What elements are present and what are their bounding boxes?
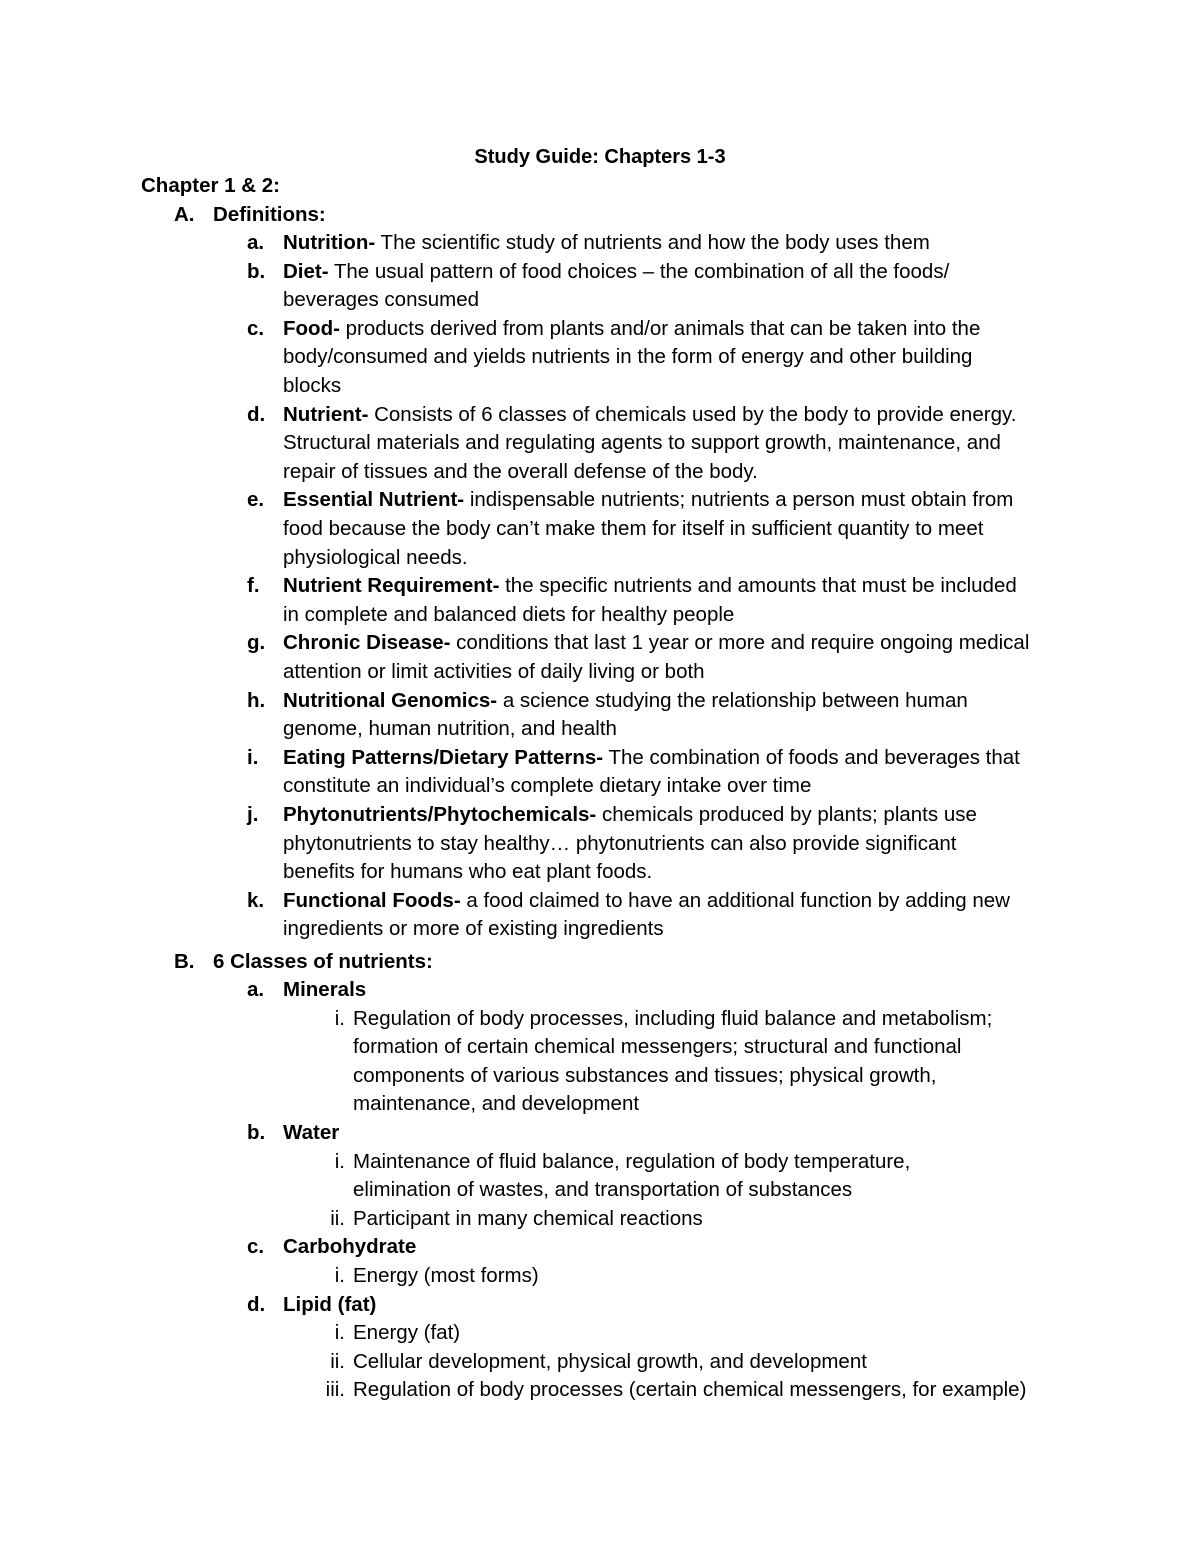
definition-continuation [283,715,617,744]
definition-term: Nutrient- [283,402,369,426]
list-marker: ii. [330,1349,345,1373]
definition-continuation [283,458,758,487]
definition-text: repair of tissues and the overall defense of the body. [283,459,758,483]
list-marker: f. [247,574,260,598]
definition-text: physiological needs. [283,545,468,569]
definition-text: genome, human nutrition, and health [283,717,617,741]
definition-item [247,229,930,258]
list-marker: a. [247,231,265,254]
nutrient-function-text: Participant in many chemical reactions [353,1206,703,1230]
list-marker: b. [247,259,266,283]
nutrient-function-text: Regulation of body processes (certain chemical messengers, for example) [353,1378,1027,1402]
definition-term: Functional Foods- [283,888,461,912]
list-marker: b. [247,1121,266,1144]
definition-item [247,315,981,344]
definition-term: Eating Patterns/Dietary Patterns- [283,745,604,769]
definition-continuation [283,544,468,573]
definition-item [247,887,1010,916]
definition-term: Nutrition- [283,231,376,254]
definition-continuation [283,286,479,315]
list-marker: i. [334,1264,345,1287]
definition-continuation [283,830,956,859]
section-label: 6 Classes of nutrients: [213,950,433,973]
definition-text: beverages consumed [283,288,480,312]
nutrient-function-item [334,1005,993,1034]
nutrient-function-text: formation of certain chemical messengers; structural and functional [353,1035,962,1059]
nutrient-function-text: components of various substances and tissues; physical growth, [353,1063,937,1087]
definition-term: Phytonutrients/Phytochemicals- [283,803,597,826]
definition-text: the specific nutrients and amounts that must be included [499,574,1017,598]
definition-text: The scientific study of nutrients and how the body uses them [375,231,930,254]
definition-item [247,486,1014,515]
nutrient-function-item [334,1148,911,1177]
list-marker: d. [247,1292,266,1316]
list-marker: c. [247,316,265,340]
definition-text: in complete and balanced diets for healthy people [283,602,735,626]
list-marker: i. [334,1149,345,1173]
nutrient-class-name: Minerals [283,978,367,1001]
definition-continuation [283,915,664,944]
definition-item [247,401,1017,430]
list-marker: i. [247,745,259,769]
nutrient-function-text: maintenance, and development [353,1092,640,1116]
nutrient-class-item [247,1233,417,1262]
definition-text: constitute an individual’s complete dietary intake over time [283,774,812,798]
nutrient-function-item [325,1376,1027,1405]
definition-item [247,572,1017,601]
definition-text: ingredients or more of existing ingredients [283,917,664,941]
nutrient-function-text: Maintenance of fluid balance, regulation of body temperature, [353,1149,911,1173]
definition-text: blocks [283,374,342,397]
definition-text: conditions that last 1 year or more and require ongoing medical [450,631,1030,655]
nutrient-function-continuation [353,1062,936,1091]
section-a-heading [174,201,326,230]
list-marker: h. [247,688,266,712]
chapter-heading: Chapter 1 & 2: [141,174,280,197]
section-marker: A. [174,203,195,226]
definition-text: products derived from plants and/or animals that can be taken into the [339,316,981,340]
list-marker: iii. [325,1378,345,1402]
definition-text: benefits for humans who eat plant foods. [283,860,653,884]
nutrient-function-text: Regulation of body processes, including fluid balance and metabolism; [353,1006,993,1030]
nutrient-class-item [247,1291,377,1320]
definition-term: Chronic Disease- [283,631,451,655]
section-b-heading [174,948,433,977]
definition-text: a food claimed to have an additional function by adding new [460,888,1010,912]
definition-item [247,629,1030,658]
list-marker: c. [247,1235,265,1259]
definition-continuation [283,658,705,687]
nutrient-function-text: elimination of wastes, and transportation of substances [353,1178,853,1202]
section-label: Definitions: [213,203,326,226]
definition-text: attention or limit activities of daily living or both [283,660,705,683]
definition-term: Food- [283,316,340,340]
nutrient-function-item [330,1348,867,1377]
definition-text: Consists of 6 classes of chemicals used by the body to provide energy. [368,402,1017,426]
definition-continuation [283,372,341,401]
list-marker: i. [334,1321,345,1345]
definition-term: Nutrient Requirement- [283,574,500,598]
definition-term: Nutritional Genomics- [283,688,498,712]
definition-text: indispensable nutrients; nutrients a person must obtain from [464,488,1014,512]
nutrient-function-text: Cellular development, physical growth, and development [353,1349,867,1373]
nutrient-class-item [247,976,367,1005]
nutrient-class-name: Lipid (fat) [283,1292,377,1316]
definition-continuation [283,343,972,372]
section-marker: B. [174,950,195,973]
list-marker: j. [247,803,259,826]
list-marker: k. [247,888,265,912]
definition-item [247,744,1020,773]
definition-continuation [283,772,811,801]
list-marker: e. [247,488,265,512]
nutrient-class-name: Carbohydrate [283,1235,417,1259]
nutrient-function-text: Energy (fat) [353,1321,461,1345]
definition-text: Structural materials and regulating agents to support growth, maintenance, and [283,431,1001,455]
nutrient-class-name: Water [283,1121,340,1144]
definition-text: chemicals produced by plants; plants use [596,803,977,826]
list-marker: d. [247,402,266,426]
definition-continuation [283,515,983,544]
nutrient-function-continuation [353,1176,852,1205]
nutrient-class-item [247,1119,340,1148]
definition-text: The usual pattern of food choices – the combination of all the foods/ [328,259,950,283]
list-marker: ii. [330,1206,345,1230]
definition-continuation [283,429,1001,458]
list-marker: g. [247,631,266,655]
list-marker: a. [247,978,265,1001]
nutrient-function-item [334,1319,461,1348]
definition-item [247,258,950,287]
definition-continuation [283,858,652,887]
definition-text: body/consumed and yields nutrients in the form of energy and other building [283,345,973,369]
definition-term: Essential Nutrient- [283,488,465,512]
definition-text: The combination of foods and beverages that [603,745,1020,769]
definition-term: Diet- [283,259,329,283]
definition-text: a science studying the relationship between human [497,688,968,712]
list-marker: i. [334,1006,345,1030]
page-title: Study Guide: Chapters 1-3 [474,146,726,168]
nutrient-function-continuation [353,1090,639,1119]
definition-text: phytonutrients to stay healthy… phytonutrients can also provide significant [283,831,957,855]
nutrient-function-item [334,1262,539,1291]
definition-text: food because the body can’t make them for itself in sufficient quantity to meet [283,517,984,540]
definition-item [247,687,968,716]
definition-continuation [283,601,734,630]
nutrient-function-continuation [353,1033,961,1062]
nutrient-function-item [330,1205,703,1234]
nutrient-function-text: Energy (most forms) [353,1264,539,1287]
definition-item [247,801,977,830]
